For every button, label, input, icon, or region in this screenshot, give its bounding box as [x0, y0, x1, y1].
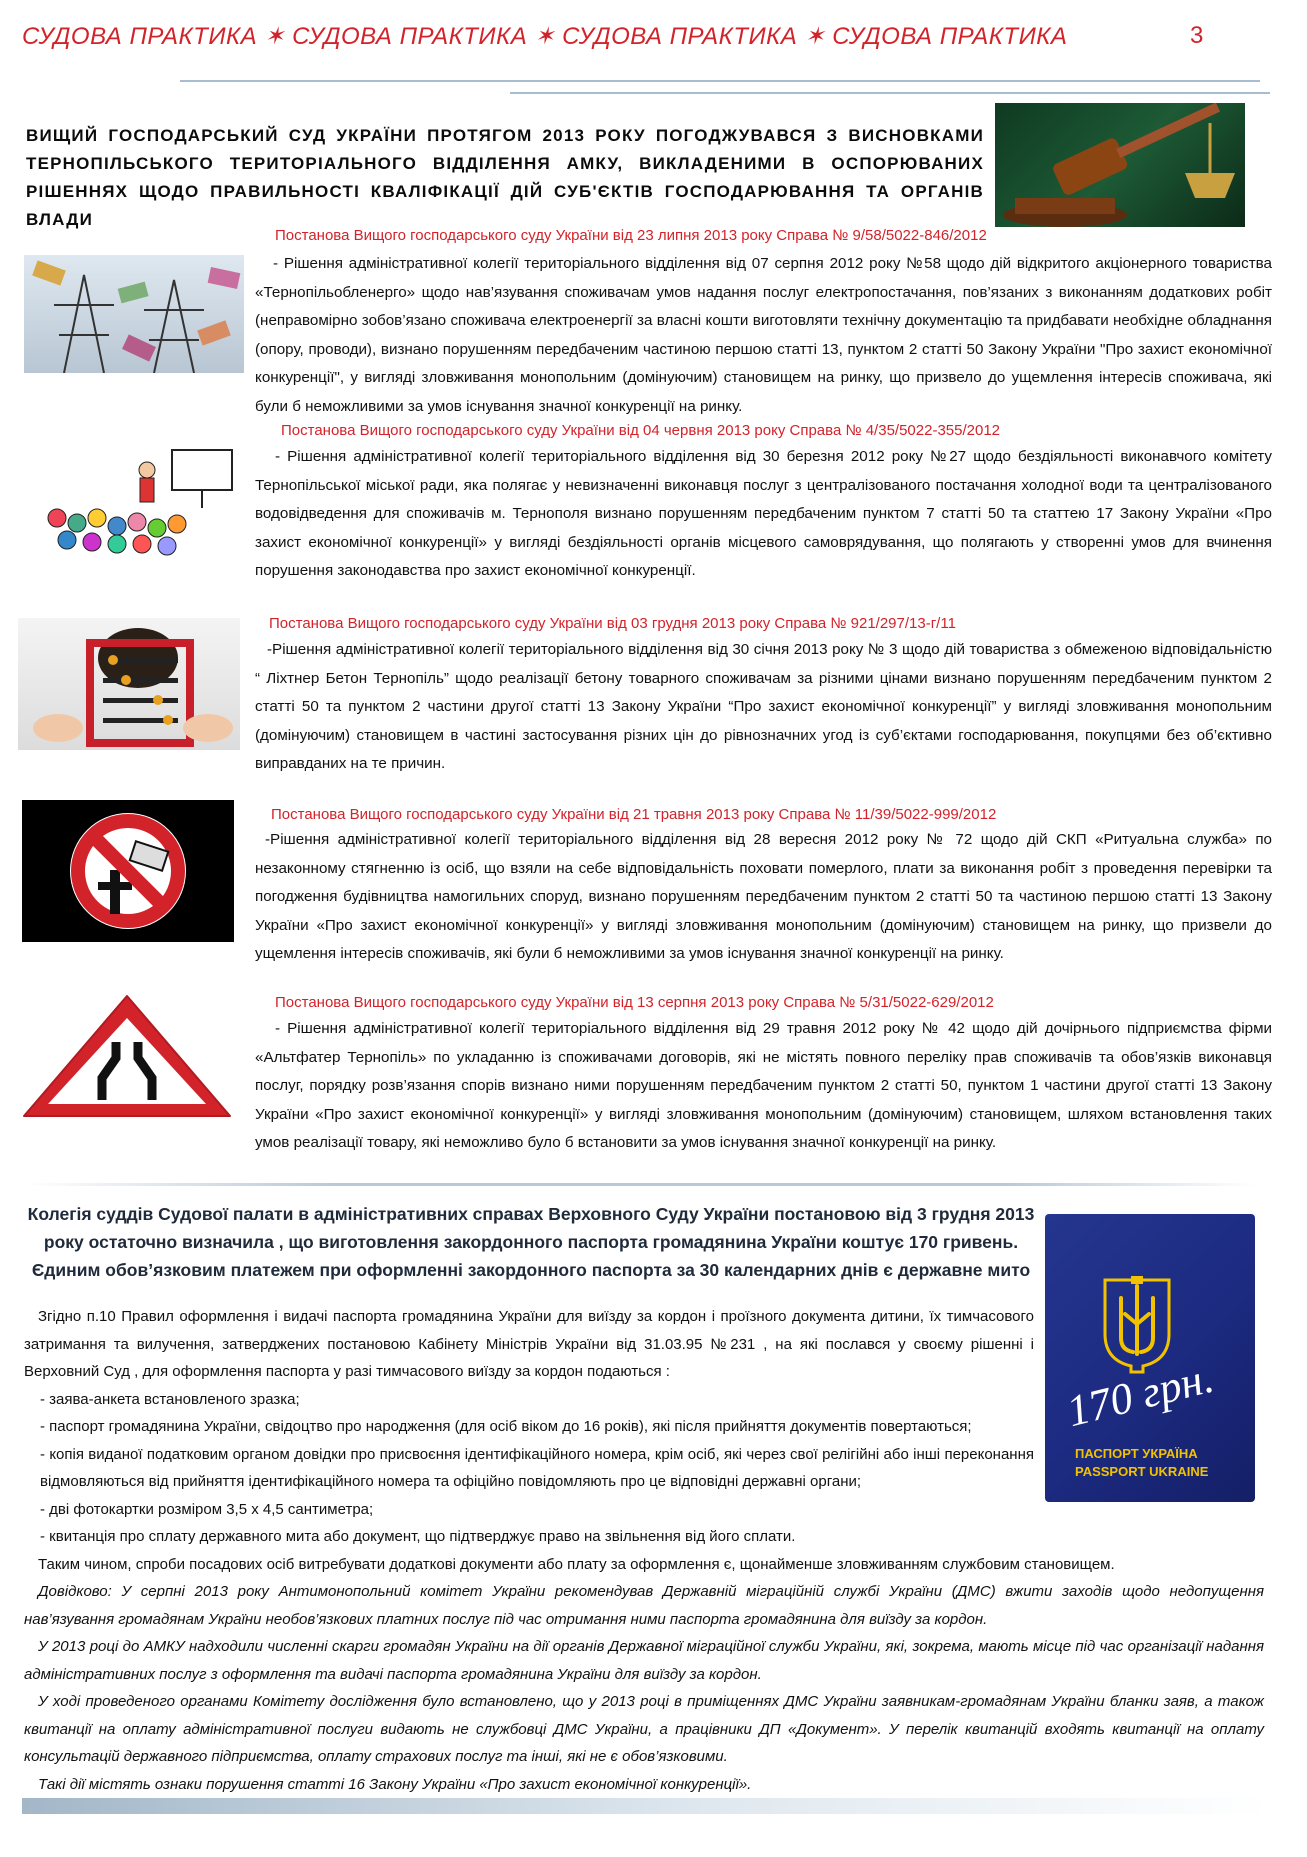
case-title: Постанова Вищого господарського суду України від 03 грудня 2013 року Справа № 921/297/13-г/11 — [269, 615, 956, 632]
case-title: Постанова Вищого господарського суду України від 04 червня 2013 року Справа № 4/35/5022-355/2012 — [281, 422, 1001, 439]
section2-intro: Згідно п.10 Правил оформлення і видачі паспорта громадянина України для виїзду за кордон і проїзного документа дитини, їх тимчасового затримання та вилучення, затверджених постановою Кабінету Міністрів України від 31.03.95 №231 , на які послався у своєму рішенні і Верховний Суд , для оформлення паспорта у разі тимчасового виїзду за кордон подаються : — [24, 1308, 1034, 1380]
case-title: Постанова Вищого господарського суду України від 23 липня 2013 року Справа № 9/58/5022-846/2012 — [275, 227, 987, 244]
gavel-image — [995, 103, 1245, 227]
requirement-item: - квитанція про сплату державного мита або документ, що підтверджує право на звільнення від його сплати. — [40, 1528, 796, 1545]
meeting-cartoon-image — [42, 438, 242, 556]
section2-title: Колегія суддів Судової палати в адміністративних справах Верховного Суду України постановою від 3 грудня 2013 року остаточно визначила , що виготовлення закордонного паспорта громадянина України коштує 170 гривень. Єдиним обов’язковим платежем при оформленні закордонного паспорта за 30 календарних днів є державне мито — [27, 1204, 1035, 1280]
section-rule — [24, 1183, 1256, 1186]
header-title: СУДОВА ПРАКТИКА ✶ СУДОВА ПРАКТИКА ✶ СУДОВА ПРАКТИКА ✶ СУДОВА ПРАКТИКА — [22, 23, 1068, 50]
abacus-man-image — [18, 618, 240, 750]
section2-conclusion: Таким чином, спроби посадових осіб витребувати додаткові документи або плату за оформлення є, щонайменше зловживанням службовим становищем. — [38, 1555, 1115, 1573]
road-narrows-sign-image — [16, 988, 238, 1124]
prohibited-grave-sign-image — [22, 800, 234, 942]
case-5 — [255, 993, 1272, 1158]
requirement-item: - копія виданої податковим органом довідки про присвоєння ідентифікаційного номера, крім осіб, які через свої релігійні або інші переконання відмовляються від прийняття ідентифікаційного номера та офіційно повідомляють про це відповідні державні органи; — [40, 1445, 1034, 1490]
case-4 — [255, 805, 1272, 969]
passport-label-en: PASSPORT UKRAINE — [1075, 1464, 1209, 1479]
note-paragraph: У ході проведеного органами Комітету дослідження було встановлено, що у 2013 році в приміщеннях ДМС України заявникам-громадянам України бланки заяв, а також квитанції на оплату адміністративної послуги видають не службовці ДМС України, а працівники ДП «Документ». У перелік квитанцій входять квитанції на оплату консультацій державного підприємства, оплату страхових послуг та інші, які не є обов’язковими. — [24, 1693, 1264, 1765]
case-title: Постанова Вищого господарського суду України від 13 серпня 2013 року Справа № 5/31/5022-629/2012 — [275, 994, 994, 1011]
passport-label-ua: ПАСПОРТ УКРАЇНА — [1075, 1446, 1198, 1461]
page-number: 3 — [1190, 22, 1204, 49]
case-1 — [255, 226, 1272, 422]
case-body: -Рішення адміністративної колегії територіального відділення від 30 січня 2013 року № 3 щодо дій товариства з обмеженою відповідальністю “ Ліхтнер Бетон Тернопіль” щодо реалізації бетону товарного споживачам за різними цінами визнано порушенням передбаченим пунктом 2 статті 50 та пунктом 2 частини другої статті 13 Закону України “Про захист економічної конкуренції” у вигляді зловживання монопольним (домінуючим) становищем в частині застосування різних цін до рівнозначних угод із суб’єктами господарювання, покупцями без об’єктивно виправданих на те причин. — [255, 641, 1272, 773]
case-body: - Рішення адміністративної колегії територіального відділення від 30 березня 2012 року №27 щодо бездіяльності виконавчого комітету Тернопільської міської ради, яка полягає у невизначенні виконавця послуг з централізованого постачання холодної води та централізованого водовідведення для споживачів м. Тернополя визнано порушенням передбаченим пунктом 7 статті 50 та статтею 17 Закону України «Про захист економічної конкуренції» у вигляді бездіяльності органів місцевого самоврядування, що полягають у створенні умов для вчинення порушення законодавства про захист економічної конкуренції. — [255, 448, 1272, 580]
case-body: -Рішення адміністративної колегії територіального відділення від 28 вересня 2012 року № 72 щодо дій СКП «Ритуальна служба» по незаконному стягненню із осіб, що взяли на себе відповідальність поховати померлого, плати за виконання робіт з проведення перевірки та погодження будівництва намогильних споруд, визнано порушенням передбаченим пунктом 2 статті 50 та частиною першою статті 13 Закону України «Про захист економічної конкуренції» у вигляді зловживання монопольним (домінуючим) становищем на ринку, що призвели до ущемлення інтересів споживачів, які були б неможливими за умов існування значної конкуренції на ринку. — [255, 831, 1272, 963]
footer-bar — [22, 1798, 1270, 1814]
passport-image — [1045, 1214, 1255, 1502]
case-3 — [255, 614, 1272, 779]
case-body: - Рішення адміністративної колегії територіального відділення від 29 травня 2012 року № 42 щодо дій дочірнього підприємства фірми «Альтфатер Тернопіль» по укладанню із споживачами договорів, які не містять повного переліку прав споживачів та обов’язків виконавця послуг, порядку розв’язання спорів визнано ними порушенням передбаченим пунктом 2 статті 50, пунктом 1 частини другої статті 13 Закону України «Про захист економічної конкуренції» у вигляді зловживання монопольним (домінуючим) становищем, шляхом встановлення таких умов реалізації товару, які неможливо було б встановити за умов існування значної конкуренції на ринку. — [255, 1020, 1272, 1152]
requirement-item: - дві фотокартки розміром 3,5 x 4,5 сантиметра; — [40, 1500, 374, 1518]
requirement-item: - паспорт громадянина України, свідоцтво про народження (для осіб віком до 16 років), які після прийняття документів повертаються; — [40, 1418, 972, 1435]
header-rule-1 — [180, 80, 1260, 82]
requirement-item: - заява-анкета встановленого зразка; — [40, 1390, 300, 1408]
note-paragraph: Довідково: У серпні 2013 року Антимонопольний комітет України рекомендував Державній міграційній службі України (ДМС) вжити заходів щодо недопущення нав’язування громадянам України необов’язкових платних послуг під час отримання ними паспорта громадянина для виїзду за кордон. — [24, 1583, 1264, 1628]
header-rule-2 — [510, 92, 1270, 94]
case-title: Постанова Вищого господарського суду України від 21 травня 2013 року Справа № 11/39/5022-999/2012 — [271, 806, 997, 823]
page-header — [22, 22, 1222, 52]
headline: ВИЩИЙ ГОСПОДАРСЬКИЙ СУД УКРАЇНИ ПРОТЯГОМ 2013 РОКУ ПОГОДЖУВАВСЯ З ВИСНОВКАМИ ТЕРНОПІЛЬСЬКОГО ТЕРИТОРІАЛЬНОГО ВІДДІЛЕННЯ АМКУ, ВИКЛАДЕНИМИ В ОСПОРЮВАНИХ РІШЕННЯХ ЩОДО ПРАВИЛЬНОСТІ КВАЛІФІКАЦІЇ ДІЙ СУБ'ЄКТІВ ГОСПОДАРЮВАННЯ ТА ОРГАНІВ ВЛАДИ — [26, 126, 984, 229]
case-body: - Рішення адміністративної колегії територіального відділення від 07 серпня 2012 року №58 щодо дій відкритого акціонерного товариства «Тернопільобленерго» щодо нав’язування споживачам умов надання послуг електропостачання, пов’язаних з виконанням додаткових робіт (неправомірно зобов’язано споживача електроенергії за власні кошти виготовляти технічну документацію та придбавати необхідне обладнання (опору, проводи), визнано порушенням передбаченим частиною першою статті 13, пунктом 2 статті 50 Закону України "Про захист економічної конкуренції", у вигляді зловживання монопольним (домінуючим) становищем на ринку, що призвело до ущемлення інтересів споживача, які були б неможливими за умов існування значної конкуренції на ринку. — [255, 255, 1272, 415]
passport-price: 170 грн. — [1061, 1352, 1219, 1437]
case-2 — [255, 421, 1272, 586]
note-paragraph: У 2013 році до АМКУ надходили численні скарги громадян України на дії органів Державної міграційної служби України, які, зокрема, мають місце під час організації надання адміністративних послуг з оформлення та видачі паспорта громадянина України для виїзду за кордон. — [24, 1638, 1264, 1683]
power-lines-money-image — [24, 255, 244, 373]
note-paragraph: Такі дії містять ознаки порушення статті 16 Закону України «Про захист економічної конкуренції». — [38, 1775, 752, 1793]
